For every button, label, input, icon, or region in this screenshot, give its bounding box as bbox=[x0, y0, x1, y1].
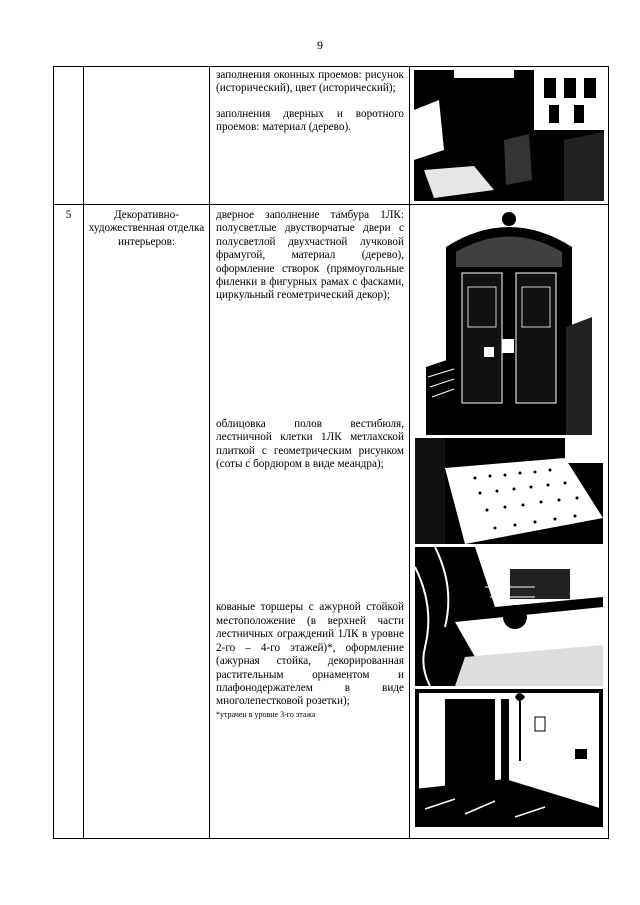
row-number-cell bbox=[54, 67, 84, 205]
category-cell: Декоративно-художественная отделка интерьеров: bbox=[84, 205, 210, 839]
description-item: заполнения оконных проемов: рисунок (исторический), цвет (исторический); bbox=[216, 69, 404, 95]
description-cell bbox=[210, 67, 410, 205]
table-row-continuation bbox=[54, 67, 609, 205]
description-item: заполнения дверных и воротного проемов: материал (дерево). bbox=[216, 107, 404, 134]
photo-vestibule-door bbox=[426, 207, 592, 435]
category-cell bbox=[84, 67, 210, 205]
description-item: кованые торшеры с ажурной стойкой местоположение (в верхней части лестничных ограждений 1ЛК в уровне 2-го – 4-го этажей)*, оформление (ажурная стойка, декорированная растительным орнаментом и плафонодержателем в виде многолепестковой розетки); bbox=[216, 601, 404, 708]
photo-torchiere bbox=[415, 689, 603, 827]
description-cell bbox=[210, 205, 410, 839]
row-number-cell: 5 bbox=[54, 205, 84, 839]
description-item: дверное заполнение тамбура 1ЛК: полусветлые двустворчатые двери с полусветлой двухчастной лучковой фрамугой, материал (дерево), оформление створок (прямоугольные филенки в фигурных рамах с фасками, циркульный геометрический декор); bbox=[216, 209, 404, 302]
photo-building-facade bbox=[414, 70, 604, 201]
table-row-item-5 bbox=[54, 205, 609, 839]
footnote: *утрачен в уровне 3-го этажа bbox=[216, 709, 316, 719]
page-number: 9 bbox=[317, 38, 323, 52]
description-item: облицовка полов вестибюля, лестничной клетки 1ЛК метлахской плиткой с геометрическим рисунком (соты с бордюром в виде меандра); bbox=[216, 417, 404, 471]
photo-staircase bbox=[415, 547, 603, 686]
photo-tiled-floor bbox=[415, 438, 603, 544]
photo-cell bbox=[410, 205, 609, 839]
register-table bbox=[53, 66, 609, 839]
photo-cell bbox=[410, 67, 609, 205]
